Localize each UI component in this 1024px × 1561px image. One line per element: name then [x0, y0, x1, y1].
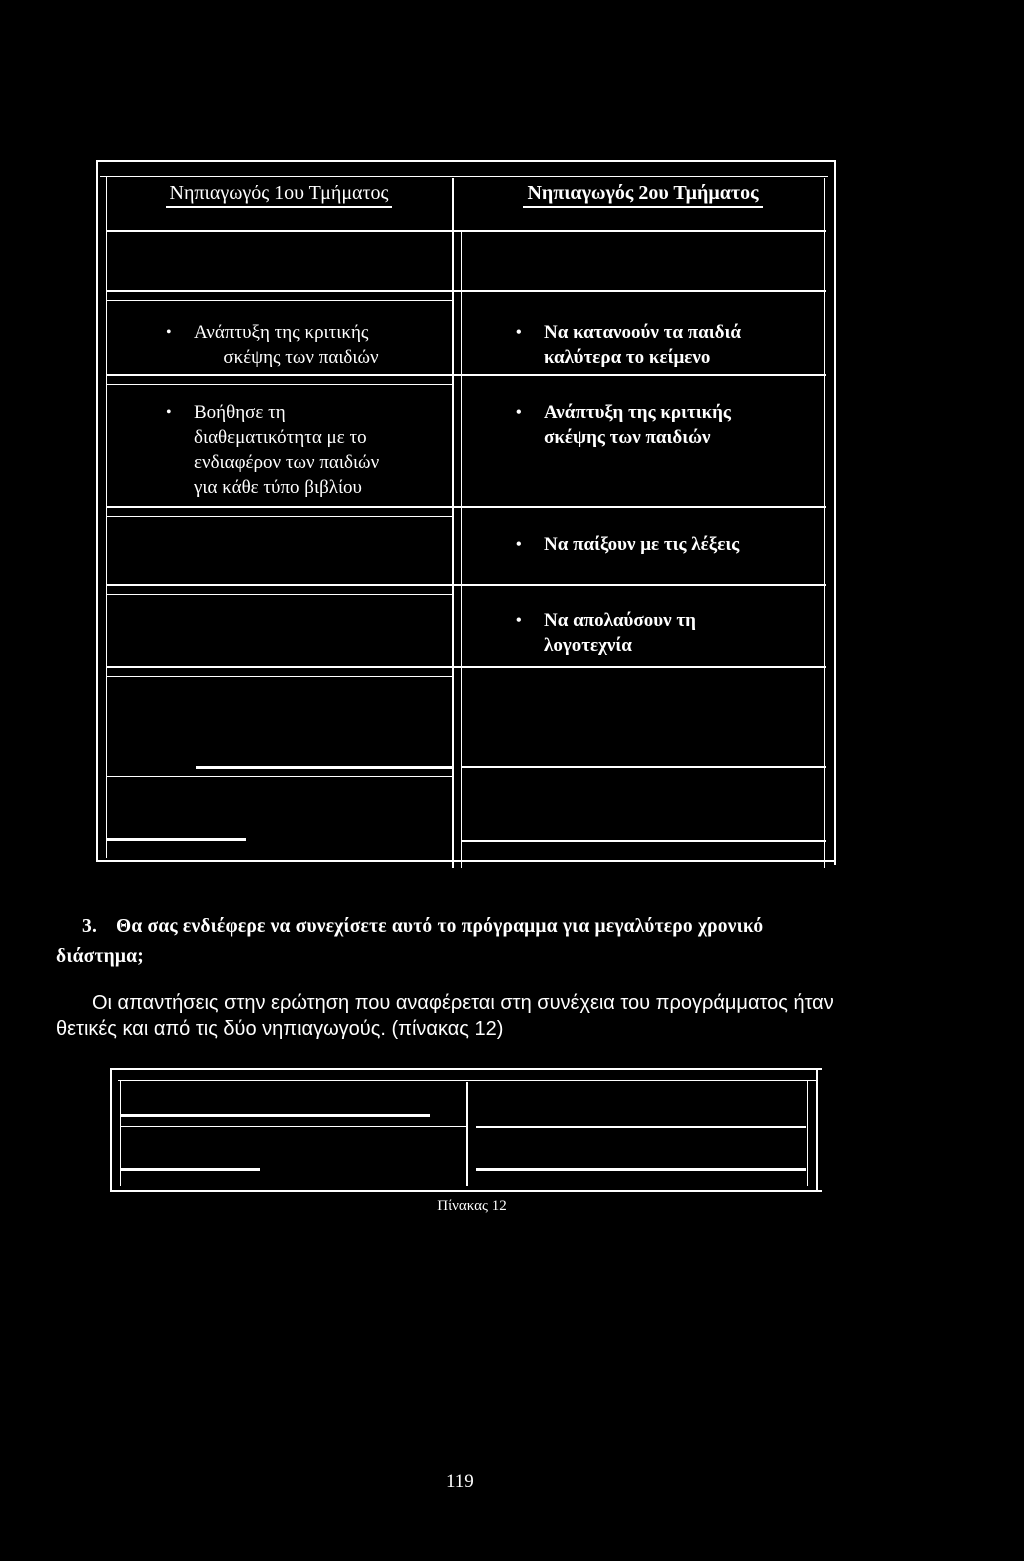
table-cell-teacher2-row4: • Να απολαύσουν τη λογοτεχνία: [516, 610, 696, 656]
column-header-teacher-2: Νηπιαγωγός 2ου Τμήματος: [462, 160, 824, 230]
question-3: 3. Θα σας ενδιέφερε να συνεχίσετε αυτό το πρόγραμμα για μεγαλύτερο χρονικό διάστημα;: [56, 916, 764, 967]
table-12-caption: Πίνακας 12: [437, 1198, 507, 1214]
table-program-goals: [96, 160, 836, 865]
column-header-teacher-1: Νηπιαγωγός 1ου Τμήματος: [106, 160, 452, 230]
table-cell-teacher2-row1: • Να κατανοούν τα παιδιά καλύτερα το κείμενο: [516, 322, 742, 368]
table-12: [110, 1068, 822, 1194]
table-cell-teacher1-row2: • Βοήθησε τη διαθεματικότητα με το ενδιαφέρον των παιδιών για κάθε τύπο βιβλίου: [166, 402, 380, 498]
table-cell-teacher2-row3: • Να παίξουν με τις λέξεις: [516, 534, 740, 555]
table-cell-teacher1-row1: • Ανάπτυξη της κριτικής σκέψης των παιδιών: [166, 322, 379, 368]
page-number: 119: [446, 1471, 474, 1492]
answer-paragraph: Οι απαντήσεις στην ερώτηση που αναφέρεται στη συνέχεια του προγράμματος ήταν θετικές και από τις δύο νηπιαγωγούς. (πίνακας 12): [56, 992, 834, 1040]
table-cell-teacher2-row2: • Ανάπτυξη της κριτικής σκέψης των παιδιών: [516, 402, 731, 448]
